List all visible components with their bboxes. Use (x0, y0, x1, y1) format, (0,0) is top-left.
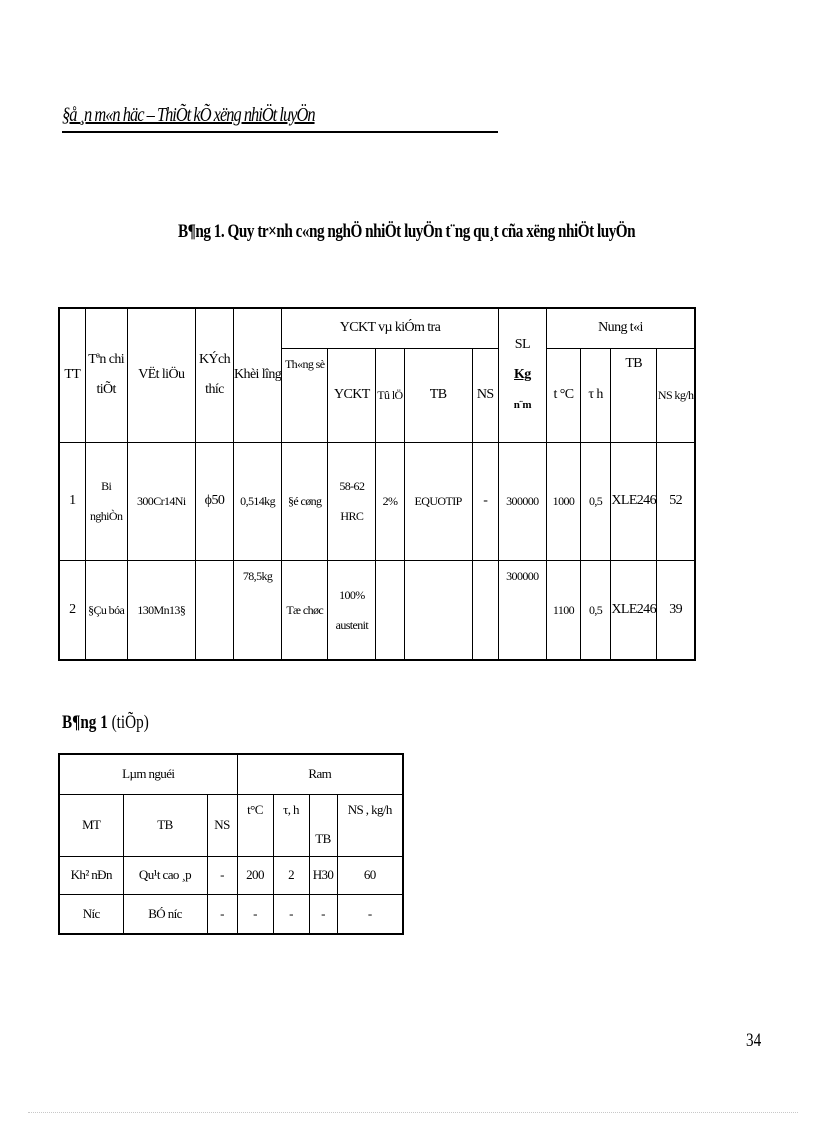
cell-kich-thuoc: ϕ50 (195, 442, 233, 560)
header-ns: NS (472, 348, 498, 442)
cell-kich-thuoc (195, 560, 233, 660)
cell-yckt: 100% austenit (328, 560, 376, 660)
header-toc: t°C (237, 794, 273, 856)
header-t-c: t °C (546, 348, 580, 442)
header-lam-nguoi: Lµm nguéi (59, 754, 237, 794)
continuation-title-rest: (tiÕp) (107, 712, 149, 733)
cell-tb: EQUOTIP (404, 442, 472, 560)
cell-tb-ram: H30 (309, 856, 337, 894)
cell-tb-ram: - (309, 894, 337, 934)
table-row (59, 442, 695, 560)
header-tau-h: τ, h (273, 794, 309, 856)
table-row (59, 894, 403, 934)
cell-tau: 0,5 (581, 560, 611, 660)
continuation-title (62, 712, 149, 734)
cell-ns-nung: 52 (657, 442, 695, 560)
cell-ns (472, 560, 498, 660)
cell-toc: - (237, 894, 273, 934)
cell-thong-so: Tæ chøc (282, 560, 328, 660)
cell-khoi-luong: 0,514kg (234, 442, 282, 560)
cell-tt: 2 (59, 560, 85, 660)
page-number: 34 (746, 1030, 762, 1051)
header-kich-thuoc: KÝch thíc (195, 308, 233, 442)
header-ty-le: Tû lÖ (376, 348, 404, 442)
header-tb-ram: TB (309, 794, 337, 856)
continuation-title-bold: B¶ng 1 (62, 712, 108, 733)
header-yckt: YCKT (328, 348, 376, 442)
cell-ns-ram: 60 (337, 856, 403, 894)
footer-rule (28, 1112, 798, 1113)
header-tb-lam: TB (123, 794, 207, 856)
cell-sl: 300000 (498, 560, 546, 660)
header-khoi-luong: Khèi lîng (234, 308, 282, 442)
header-ram: Ram (237, 754, 403, 794)
header-tt: TT (59, 308, 85, 442)
header-sl-label: SL (514, 337, 530, 353)
header-vat-lieu: VËt liÖu (127, 308, 195, 442)
cell-tau: 0,5 (581, 442, 611, 560)
header-ns-kgh-ram: NS , kg/h (337, 794, 403, 856)
header-ns-lam: NS (207, 794, 237, 856)
table-row (59, 560, 695, 660)
cell-t: 1000 (546, 442, 580, 560)
cell-tb (404, 560, 472, 660)
cell-tt: 1 (59, 442, 85, 560)
process-table (58, 307, 696, 661)
cell-mt: Kh² nÐn (59, 856, 123, 894)
header-thong-so: Th«ng sè (282, 348, 328, 442)
cell-ns-nung: 39 (657, 560, 695, 660)
header-yckt-group: YCKT vµ kiÓm tra (282, 308, 499, 348)
cell-ty-le (376, 560, 404, 660)
header-tau-h: τ h (581, 348, 611, 442)
cell-tb-nung: XLE246 (611, 560, 657, 660)
cell-tau: - (273, 894, 309, 934)
cell-ten-chi-tiet: §Çu bóa (85, 560, 127, 660)
cell-tb-nung: XLE246 (611, 442, 657, 560)
cell-sl: 300000 (498, 442, 546, 560)
cell-ten-chi-tiet: Bi nghiÒn (85, 442, 127, 560)
cell-toc: 200 (237, 856, 273, 894)
header-sl-kg: Kg (514, 367, 531, 383)
cell-vat-lieu: 300Cr14Ni (127, 442, 195, 560)
header-ten-chi-tiet: Tªn chi tiÕt (85, 308, 127, 442)
cell-thong-so: §é cøng (282, 442, 328, 560)
continuation-table (58, 753, 404, 935)
cell-tau: 2 (273, 856, 309, 894)
cell-t: 1100 (546, 560, 580, 660)
header-tb: TB (404, 348, 472, 442)
cell-ty-le: 2% (376, 442, 404, 560)
cell-ns-lam: - (207, 856, 237, 894)
header-rule (62, 131, 498, 133)
cell-yckt: 58-62 HRC (328, 442, 376, 560)
header-sl (498, 308, 546, 442)
page-header: §å ¸n m«n häc – ThiÕt kÕ xëng nhiÖt luyÖn (62, 104, 315, 126)
cell-mt: Níc (59, 894, 123, 934)
cell-tb-lam: Qu¹t cao ¸p (123, 856, 207, 894)
table-row (59, 856, 403, 894)
cell-tb-lam: BÓ níc (123, 894, 207, 934)
header-sl-nam: n¨m (513, 399, 531, 412)
cell-khoi-luong: 78,5kg (234, 560, 282, 660)
header-nung-toi-group: Nung t«i (546, 308, 695, 348)
cell-ns-lam: - (207, 894, 237, 934)
header-mt: MT (59, 794, 123, 856)
cell-ns: - (472, 442, 498, 560)
table-title: B¶ng 1. Quy tr×nh c«ng nghÖ nhiÖt luyÖn t¨ng qu¸t cña xëng nhiÖt luyÖn (178, 221, 636, 242)
cell-ns-ram: - (337, 894, 403, 934)
header-tb-nung: TB (611, 348, 657, 442)
header-ns-kgh: NS kg/h (657, 348, 695, 442)
cell-vat-lieu: 130Mn13§ (127, 560, 195, 660)
